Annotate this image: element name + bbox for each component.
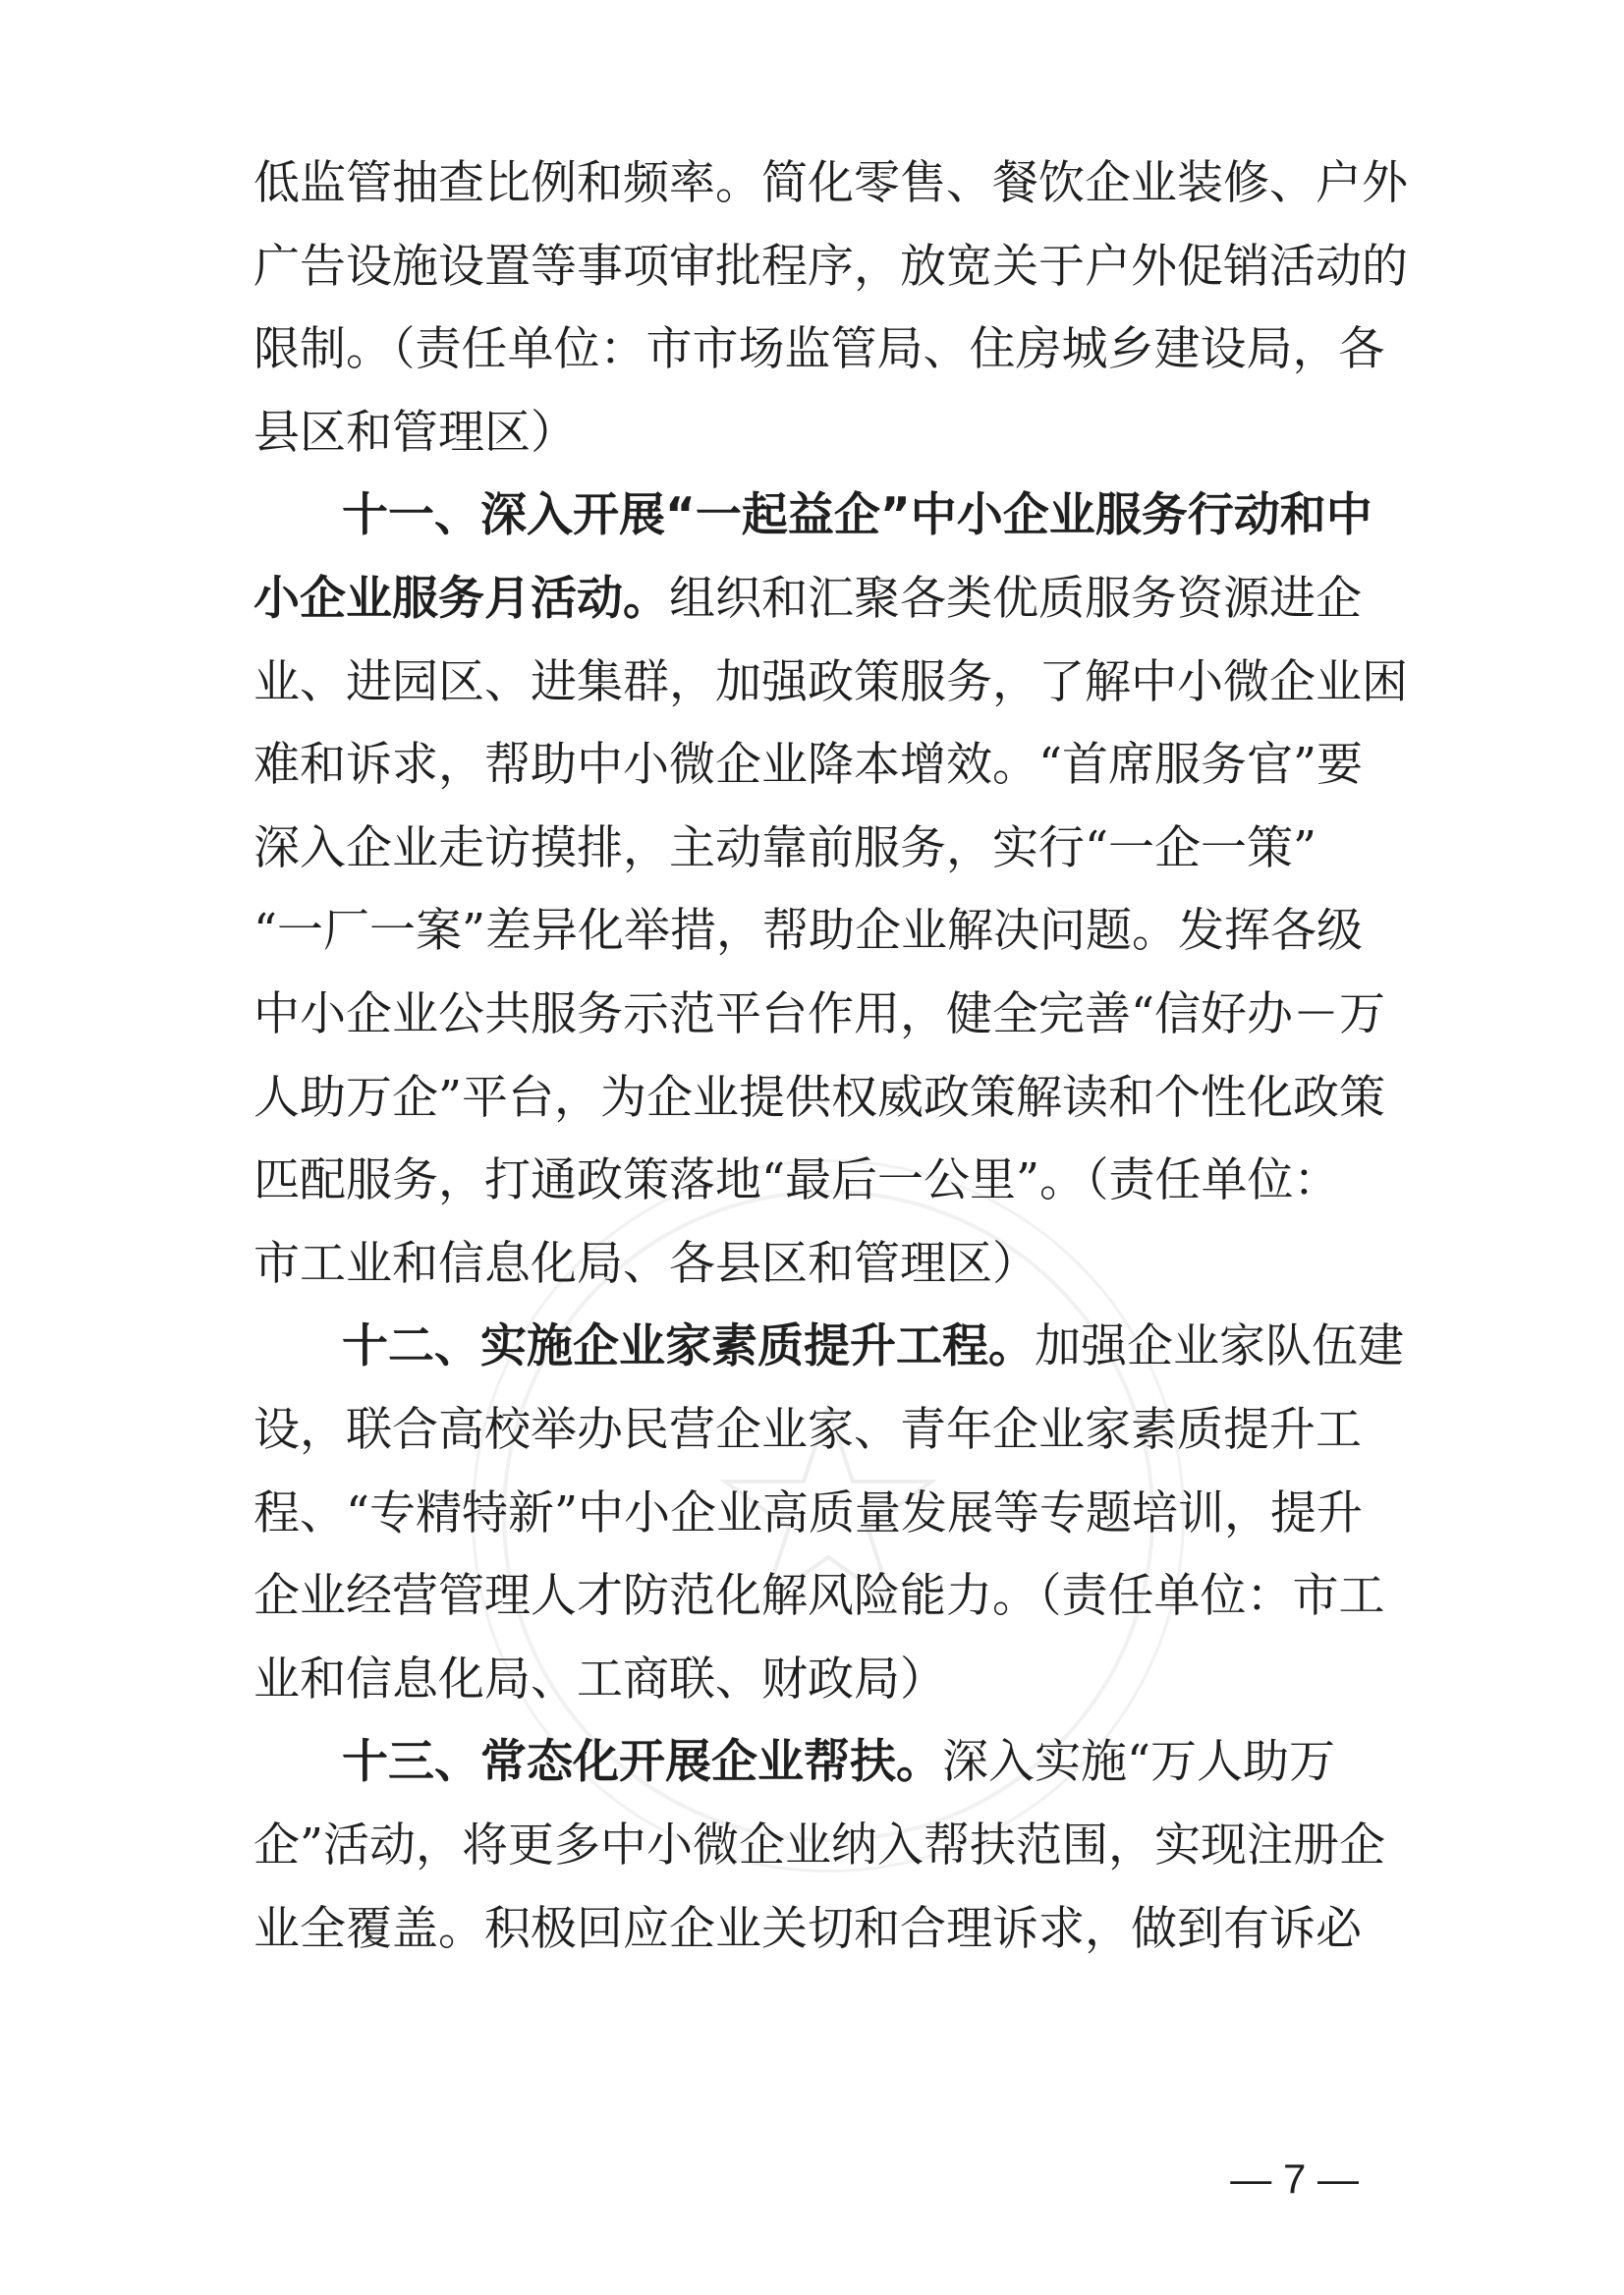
text-line: [253, 1396, 1362, 1465]
body-text: 企业经营管理人才防范化解风险能力。（责任单位：市工: [253, 1569, 1385, 1623]
page-number: — 7 —: [1230, 2155, 1359, 2202]
body-text: 县区和管理区）: [253, 406, 577, 460]
text-line: [253, 814, 1334, 883]
section-heading: 十三、常态化开展企业帮扶。: [342, 1735, 942, 1789]
text-line: [253, 1230, 1334, 1299]
text-line: [342, 1728, 1423, 1797]
text-line: [342, 1313, 1423, 1381]
body-text: 深入实施“万人助万: [942, 1735, 1336, 1789]
text-line: [253, 1147, 1340, 1215]
section-heading: 十二、实施企业家素质提升工程。: [342, 1319, 1035, 1373]
text-line: [342, 481, 1423, 550]
body-text: 低监管抽查比例和频率。简化零售、餐饮企业装修、户外: [253, 156, 1408, 210]
text-line: [253, 648, 1408, 717]
text-line: [253, 1480, 1364, 1548]
body-text: 难和诉求，帮助中小微企业降本增效。“首席服务官”要: [253, 738, 1364, 792]
body-text: 组织和汇聚各类优质服务资源进企: [669, 572, 1362, 626]
text-line: [253, 980, 1386, 1049]
body-text: 人助万企”平台，为企业提供权威政策解读和个性化政策: [253, 1071, 1386, 1125]
text-line: [253, 897, 1364, 966]
body-text: 企”活动，将更多中小微企业纳入帮扶范围，实现注册企: [253, 1819, 1386, 1873]
body-text: 深入企业走访摸排，主动靠前服务，实行“一企一策”: [253, 821, 1317, 875]
body-text: 匹配服务，打通政策落地“最后一公里”。（责任单位：: [253, 1153, 1340, 1207]
section-heading: 小企业服务月活动。: [253, 572, 669, 626]
text-line: [253, 1646, 1334, 1714]
body-text: 广告设施设置等事项审批程序，放宽关于户外促销活动的: [253, 240, 1408, 294]
body-text: 业和信息化局、工商联、财政局）: [253, 1652, 946, 1707]
body-text: 业、进园区、进集群，加强政策服务，了解中小微企业困: [253, 655, 1408, 709]
body-text: 中小企业公共服务示范平台作用，健全完善“信好办－万: [253, 987, 1386, 1041]
text-line: [253, 1895, 1362, 1964]
text-line: [253, 149, 1408, 218]
body-text: 市工业和信息化局、各县区和管理区）: [253, 1237, 1038, 1291]
text-line: [253, 1812, 1386, 1880]
body-text: 业全覆盖。积极回应企业关切和合理诉求，做到有诉必: [253, 1902, 1362, 1956]
text-line: [253, 1562, 1385, 1631]
body-text: 设，联合高校举办民营企业家、青年企业家素质提升工: [253, 1403, 1362, 1457]
text-line: [253, 399, 1334, 468]
body-text: 加强企业家队伍建: [1035, 1319, 1404, 1373]
text-line: [253, 233, 1408, 302]
text-line: [253, 1064, 1386, 1133]
body-text: 限制。（责任单位：市市场监管局、住房城乡建设局，各: [253, 322, 1385, 376]
body-text: “一厂一案”差异化举措，帮助企业解决问题。发挥各级: [253, 904, 1364, 958]
text-line: [253, 565, 1362, 634]
text-line: [253, 315, 1385, 384]
body-text: 程、“专精特新”中小企业高质量发展等专题培训，提升: [253, 1486, 1364, 1540]
section-heading: 十一、深入开展“一起益企”中小企业服务行动和中: [342, 488, 1372, 542]
text-line: [253, 731, 1364, 800]
